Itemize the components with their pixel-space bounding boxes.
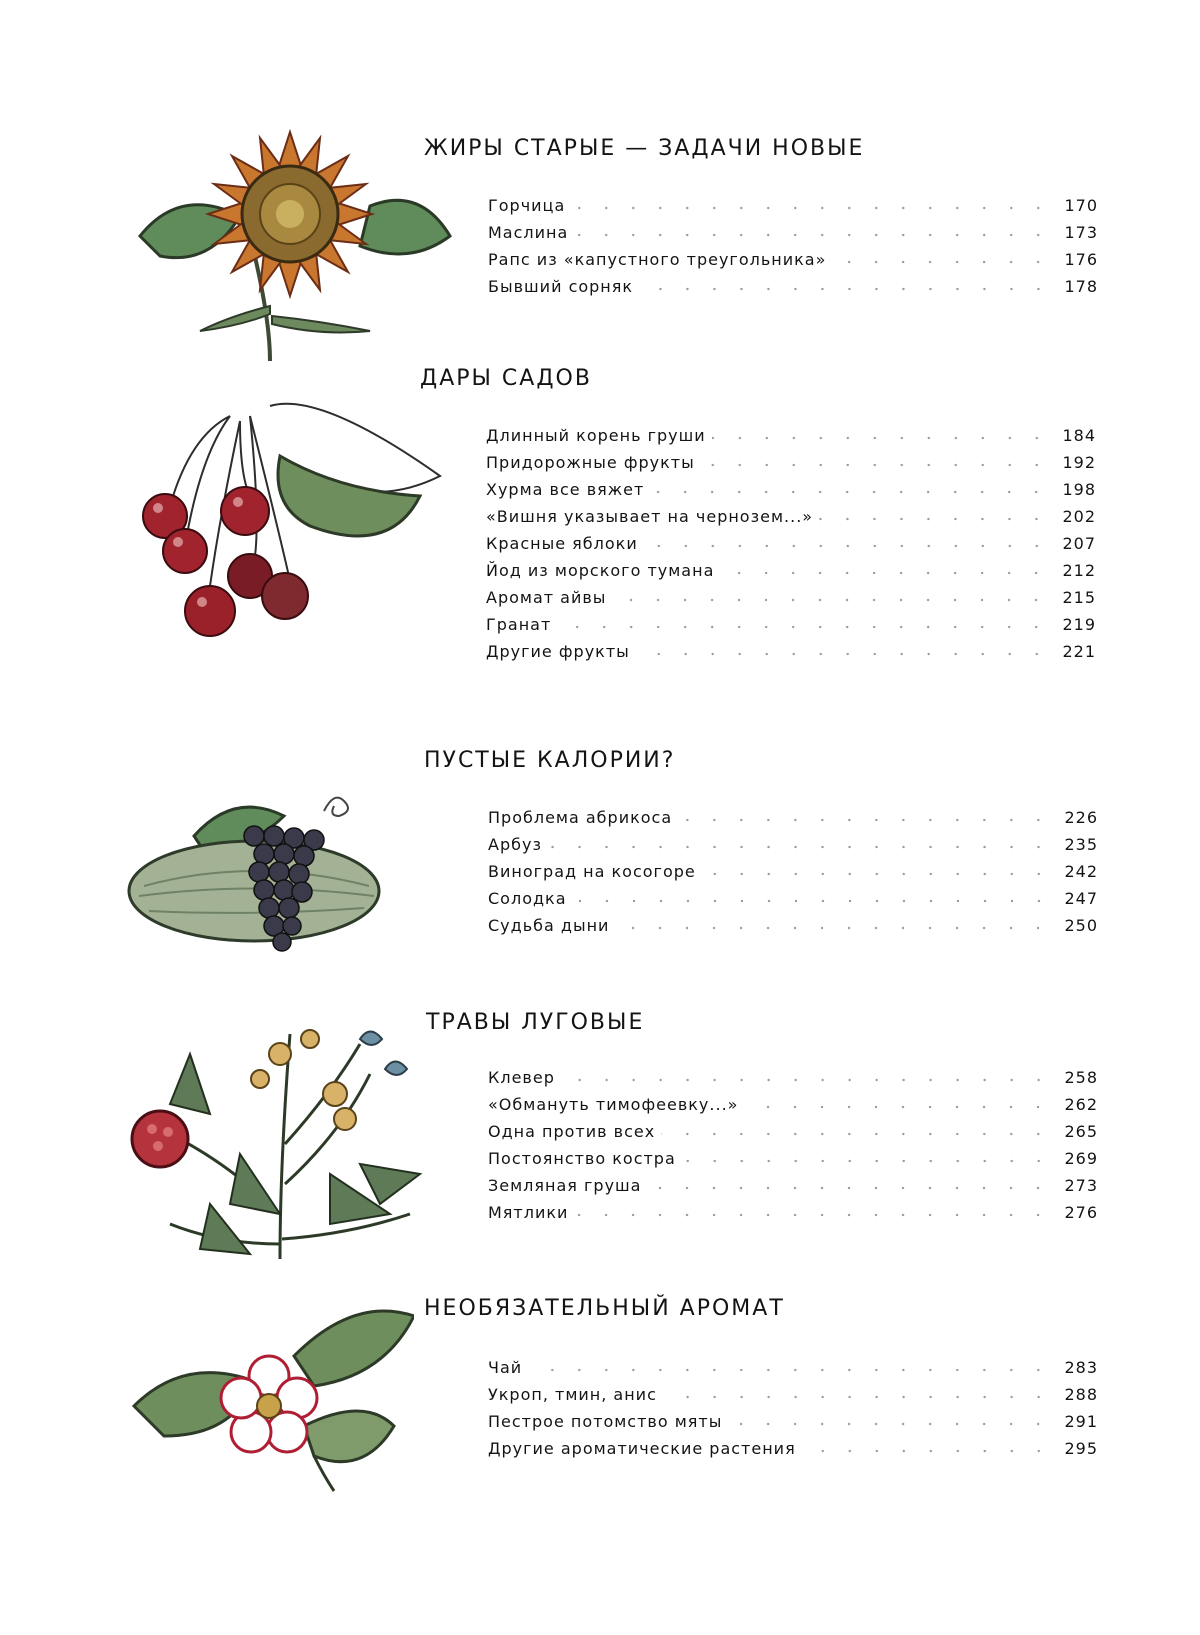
entry-title: Красные яблоки bbox=[486, 534, 638, 553]
page-number: 215 bbox=[1062, 588, 1096, 607]
section-title: НЕОБЯЗАТЕЛЬНЫЙ АРОМАТ bbox=[424, 1296, 785, 1321]
page-number: 288 bbox=[1064, 1385, 1098, 1404]
dot-leader bbox=[663, 1395, 1052, 1399]
page-number: 276 bbox=[1064, 1203, 1098, 1222]
melon-grapes-illustration bbox=[124, 776, 404, 956]
entry-title: Одна против всех bbox=[488, 1122, 656, 1141]
dot-leader bbox=[678, 818, 1052, 822]
section-title: ТРАВЫ ЛУГОВЫЕ bbox=[426, 1010, 645, 1035]
page-number: 265 bbox=[1064, 1122, 1098, 1141]
entry-title: Чай bbox=[488, 1358, 523, 1377]
entry-title: Земляная груша bbox=[488, 1176, 642, 1195]
toc-entry[interactable] bbox=[486, 472, 1096, 499]
meadow-herbs-illustration bbox=[130, 1014, 430, 1264]
dot-leader bbox=[639, 287, 1052, 291]
page-number: 242 bbox=[1064, 862, 1098, 881]
toc-entry[interactable] bbox=[486, 580, 1096, 607]
entry-title: Придорожные фрукты bbox=[486, 453, 695, 472]
entry-title: Виноград на косогоре bbox=[488, 862, 696, 881]
page-number: 283 bbox=[1064, 1358, 1098, 1377]
dot-leader bbox=[744, 1105, 1052, 1109]
toc-list bbox=[486, 418, 1096, 661]
page-number: 192 bbox=[1062, 453, 1096, 472]
entry-title: Пестрое потомство мяты bbox=[488, 1412, 723, 1431]
dot-leader bbox=[548, 845, 1052, 849]
dot-leader bbox=[701, 463, 1050, 467]
page-number: 247 bbox=[1064, 889, 1098, 908]
dot-leader bbox=[561, 1078, 1052, 1082]
entry-title: Рапс из «капустного треугольника» bbox=[488, 250, 827, 269]
toc-entry[interactable] bbox=[486, 499, 1096, 526]
page-number: 212 bbox=[1062, 561, 1096, 580]
dot-leader bbox=[720, 571, 1050, 575]
toc-entry[interactable] bbox=[488, 1060, 1098, 1087]
sunflower-illustration bbox=[120, 126, 460, 366]
dot-leader bbox=[528, 1368, 1052, 1372]
toc-section-gardens bbox=[0, 366, 1200, 696]
dot-leader bbox=[661, 1132, 1052, 1136]
entry-title: Судьба дыни bbox=[488, 916, 610, 935]
page-number: 170 bbox=[1064, 196, 1098, 215]
entry-title: Арбуз bbox=[488, 835, 542, 854]
dot-leader bbox=[728, 1422, 1052, 1426]
entry-title: Аромат айвы bbox=[486, 588, 607, 607]
page-number: 262 bbox=[1064, 1095, 1098, 1114]
toc-entry[interactable] bbox=[488, 908, 1098, 935]
tea-flower-illustration bbox=[124, 1306, 414, 1496]
page-number: 219 bbox=[1062, 615, 1096, 634]
entry-title: Укроп, тмин, анис bbox=[488, 1385, 657, 1404]
toc-section-empty-calories bbox=[0, 746, 1200, 976]
toc-entry[interactable] bbox=[488, 242, 1098, 269]
dot-leader bbox=[574, 233, 1052, 237]
toc-list bbox=[488, 800, 1098, 935]
dot-leader bbox=[819, 517, 1050, 521]
toc-section-fats bbox=[0, 120, 1200, 370]
toc-entry[interactable] bbox=[488, 1087, 1098, 1114]
toc-entry[interactable] bbox=[488, 1114, 1098, 1141]
entry-title: Бывший сорняк bbox=[488, 277, 634, 296]
page-number: 173 bbox=[1064, 223, 1098, 242]
dot-leader bbox=[574, 1213, 1052, 1217]
toc-entry[interactable] bbox=[488, 1168, 1098, 1195]
toc-list bbox=[488, 1350, 1098, 1458]
page-number: 207 bbox=[1062, 534, 1096, 553]
dot-leader bbox=[650, 490, 1050, 494]
dot-leader bbox=[612, 598, 1050, 602]
entry-title: Другие фрукты bbox=[486, 642, 630, 661]
dot-leader bbox=[802, 1449, 1052, 1453]
toc-entry[interactable] bbox=[486, 553, 1096, 580]
entry-title: «Обмануть тимофеевку...» bbox=[488, 1095, 739, 1114]
dot-leader bbox=[573, 899, 1052, 903]
toc-entry[interactable] bbox=[488, 269, 1098, 296]
entry-title: Мятлики bbox=[488, 1203, 569, 1222]
page-number: 295 bbox=[1064, 1439, 1098, 1458]
toc-entry[interactable] bbox=[488, 800, 1098, 827]
toc-list bbox=[488, 188, 1098, 296]
entry-title: «Вишня указывает на чернозем...» bbox=[486, 507, 814, 526]
entry-title: Проблема абрикоса bbox=[488, 808, 673, 827]
entry-title: Постоянство костра bbox=[488, 1149, 676, 1168]
toc-entry[interactable] bbox=[488, 1377, 1098, 1404]
page-number: 202 bbox=[1062, 507, 1096, 526]
toc-entry[interactable] bbox=[488, 1195, 1098, 1222]
toc-entry[interactable] bbox=[488, 188, 1098, 215]
section-title: ДАРЫ САДОВ bbox=[420, 366, 592, 391]
toc-entry[interactable] bbox=[488, 854, 1098, 881]
toc-entry[interactable] bbox=[488, 881, 1098, 908]
toc-entry[interactable] bbox=[488, 1404, 1098, 1431]
dot-leader bbox=[702, 872, 1052, 876]
page-number: 178 bbox=[1064, 277, 1098, 296]
entry-title: Клевер bbox=[488, 1068, 555, 1087]
dot-leader bbox=[636, 652, 1050, 656]
toc-list bbox=[488, 1060, 1098, 1222]
toc-entry[interactable] bbox=[486, 418, 1096, 445]
entry-title: Маслина bbox=[488, 223, 569, 242]
dot-leader bbox=[615, 926, 1052, 930]
entry-title: Длинный корень груши bbox=[486, 426, 706, 445]
page-number: 176 bbox=[1064, 250, 1098, 269]
dot-leader bbox=[832, 260, 1052, 264]
toc-section-aroma bbox=[0, 1296, 1200, 1496]
dot-leader bbox=[682, 1159, 1052, 1163]
toc-entry[interactable] bbox=[486, 607, 1096, 634]
dot-leader bbox=[712, 436, 1050, 440]
toc-entry[interactable] bbox=[488, 215, 1098, 242]
entry-title: Горчица bbox=[488, 196, 566, 215]
dot-leader bbox=[557, 625, 1050, 629]
page-number: 184 bbox=[1062, 426, 1096, 445]
page-number: 258 bbox=[1064, 1068, 1098, 1087]
page-number: 250 bbox=[1064, 916, 1098, 935]
toc-entry[interactable] bbox=[488, 1431, 1098, 1458]
toc-entry[interactable] bbox=[488, 827, 1098, 854]
entry-title: Другие ароматические растения bbox=[488, 1439, 796, 1458]
dot-leader bbox=[571, 206, 1052, 210]
dot-leader bbox=[644, 544, 1050, 548]
toc-entry[interactable] bbox=[488, 1350, 1098, 1377]
toc-entry[interactable] bbox=[486, 445, 1096, 472]
section-title: ПУСТЫЕ КАЛОРИИ? bbox=[424, 748, 676, 773]
entry-title: Хурма все вяжет bbox=[486, 480, 645, 499]
cherries-illustration bbox=[130, 396, 450, 666]
page-number: 273 bbox=[1064, 1176, 1098, 1195]
dot-leader bbox=[647, 1186, 1052, 1190]
entry-title: Йод из морского тумана bbox=[486, 561, 715, 580]
page-number: 226 bbox=[1064, 808, 1098, 827]
toc-entry[interactable] bbox=[488, 1141, 1098, 1168]
entry-title: Солодка bbox=[488, 889, 567, 908]
entry-title: Гранат bbox=[486, 615, 552, 634]
toc-entry[interactable] bbox=[486, 526, 1096, 553]
page-number: 269 bbox=[1064, 1149, 1098, 1168]
toc-entry[interactable] bbox=[486, 634, 1096, 661]
page-number: 221 bbox=[1062, 642, 1096, 661]
toc-section-meadow-herbs bbox=[0, 1010, 1200, 1280]
page-number: 198 bbox=[1062, 480, 1096, 499]
page-number: 235 bbox=[1064, 835, 1098, 854]
page-number: 291 bbox=[1064, 1412, 1098, 1431]
section-title: ЖИРЫ СТАРЫЕ — ЗАДАЧИ НОВЫЕ bbox=[424, 136, 865, 161]
